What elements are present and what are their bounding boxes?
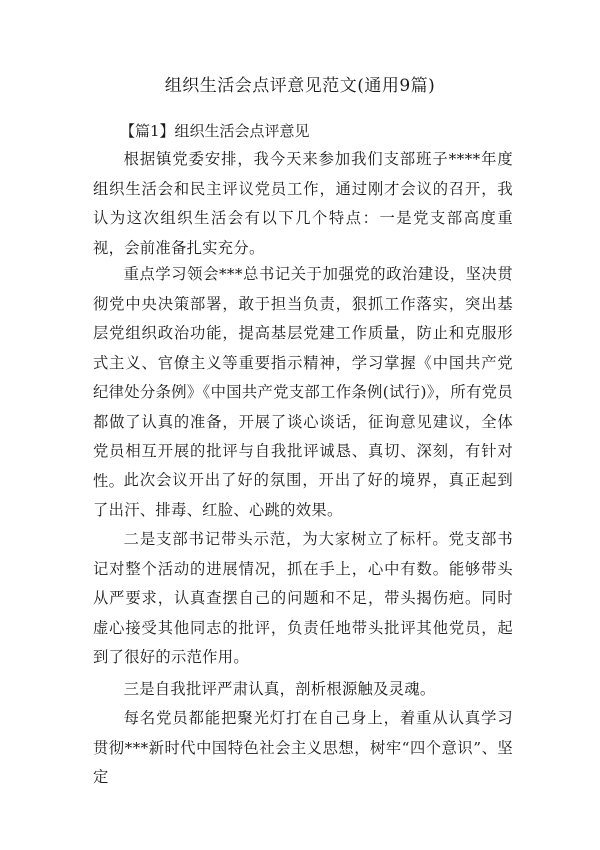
paragraph: 二是支部书记带头示范，为大家树立了标杆。党支部书记对整个活动的进展情况，抓在手上，心中有数。能够带头从严要求，认真查摆自己的问题和不足，带头揭伤疤。同时虚心接受其他同志的批评，负责任地带头批评其他党员，起到了很好的示范作用。 xyxy=(93,530,513,666)
paragraph: 三是自我批评严肃认真，剖析根源触及灵魂。 xyxy=(123,680,436,698)
paragraph: 此次会议开出了好的氛围，开出了好的境界，真正起到了出汗、排毒、红脸、心跳的效果。 xyxy=(93,471,513,519)
document-title: 组织生活会点评意见范文(通用9篇) xyxy=(164,76,436,96)
section-heading: 【篇1】组织生活会点评意见 xyxy=(120,122,310,140)
paragraph: 根据镇党委安排，我今天来参加我们支部班子****年度组织生活会和民主评议党员工作，通过刚才会议的召开，我认为这次组织生活会有以下几个特点：一是党支部高度重视，会前准备扎实充分。 xyxy=(93,150,513,257)
paragraph: 每名党员都能把聚光灯打在自己身上，着重从认真学习贯彻***新时代中国特色社会主义思想，树牢“四个意识”、坚定 xyxy=(93,709,513,786)
paragraph: 重点学习领会***总书记关于加强党的政治建设，坚决贯彻党中央决策部署，敢于担当负责，狠抓工作落实，突出基层党组织政治功能，提高基层党建工作质量，防止和克服形式主义、官僚主义等重要指示精神，学习掌握《中国共产党纪律处分条例》《中国共产党支部工作条例(试行)》，所有党员都做了认真的准备，开展了谈心谈话，征询意见建议，全体党员相互开展的批评与自我批评诚恳、真切、深刻，有针对性。 xyxy=(93,265,513,490)
